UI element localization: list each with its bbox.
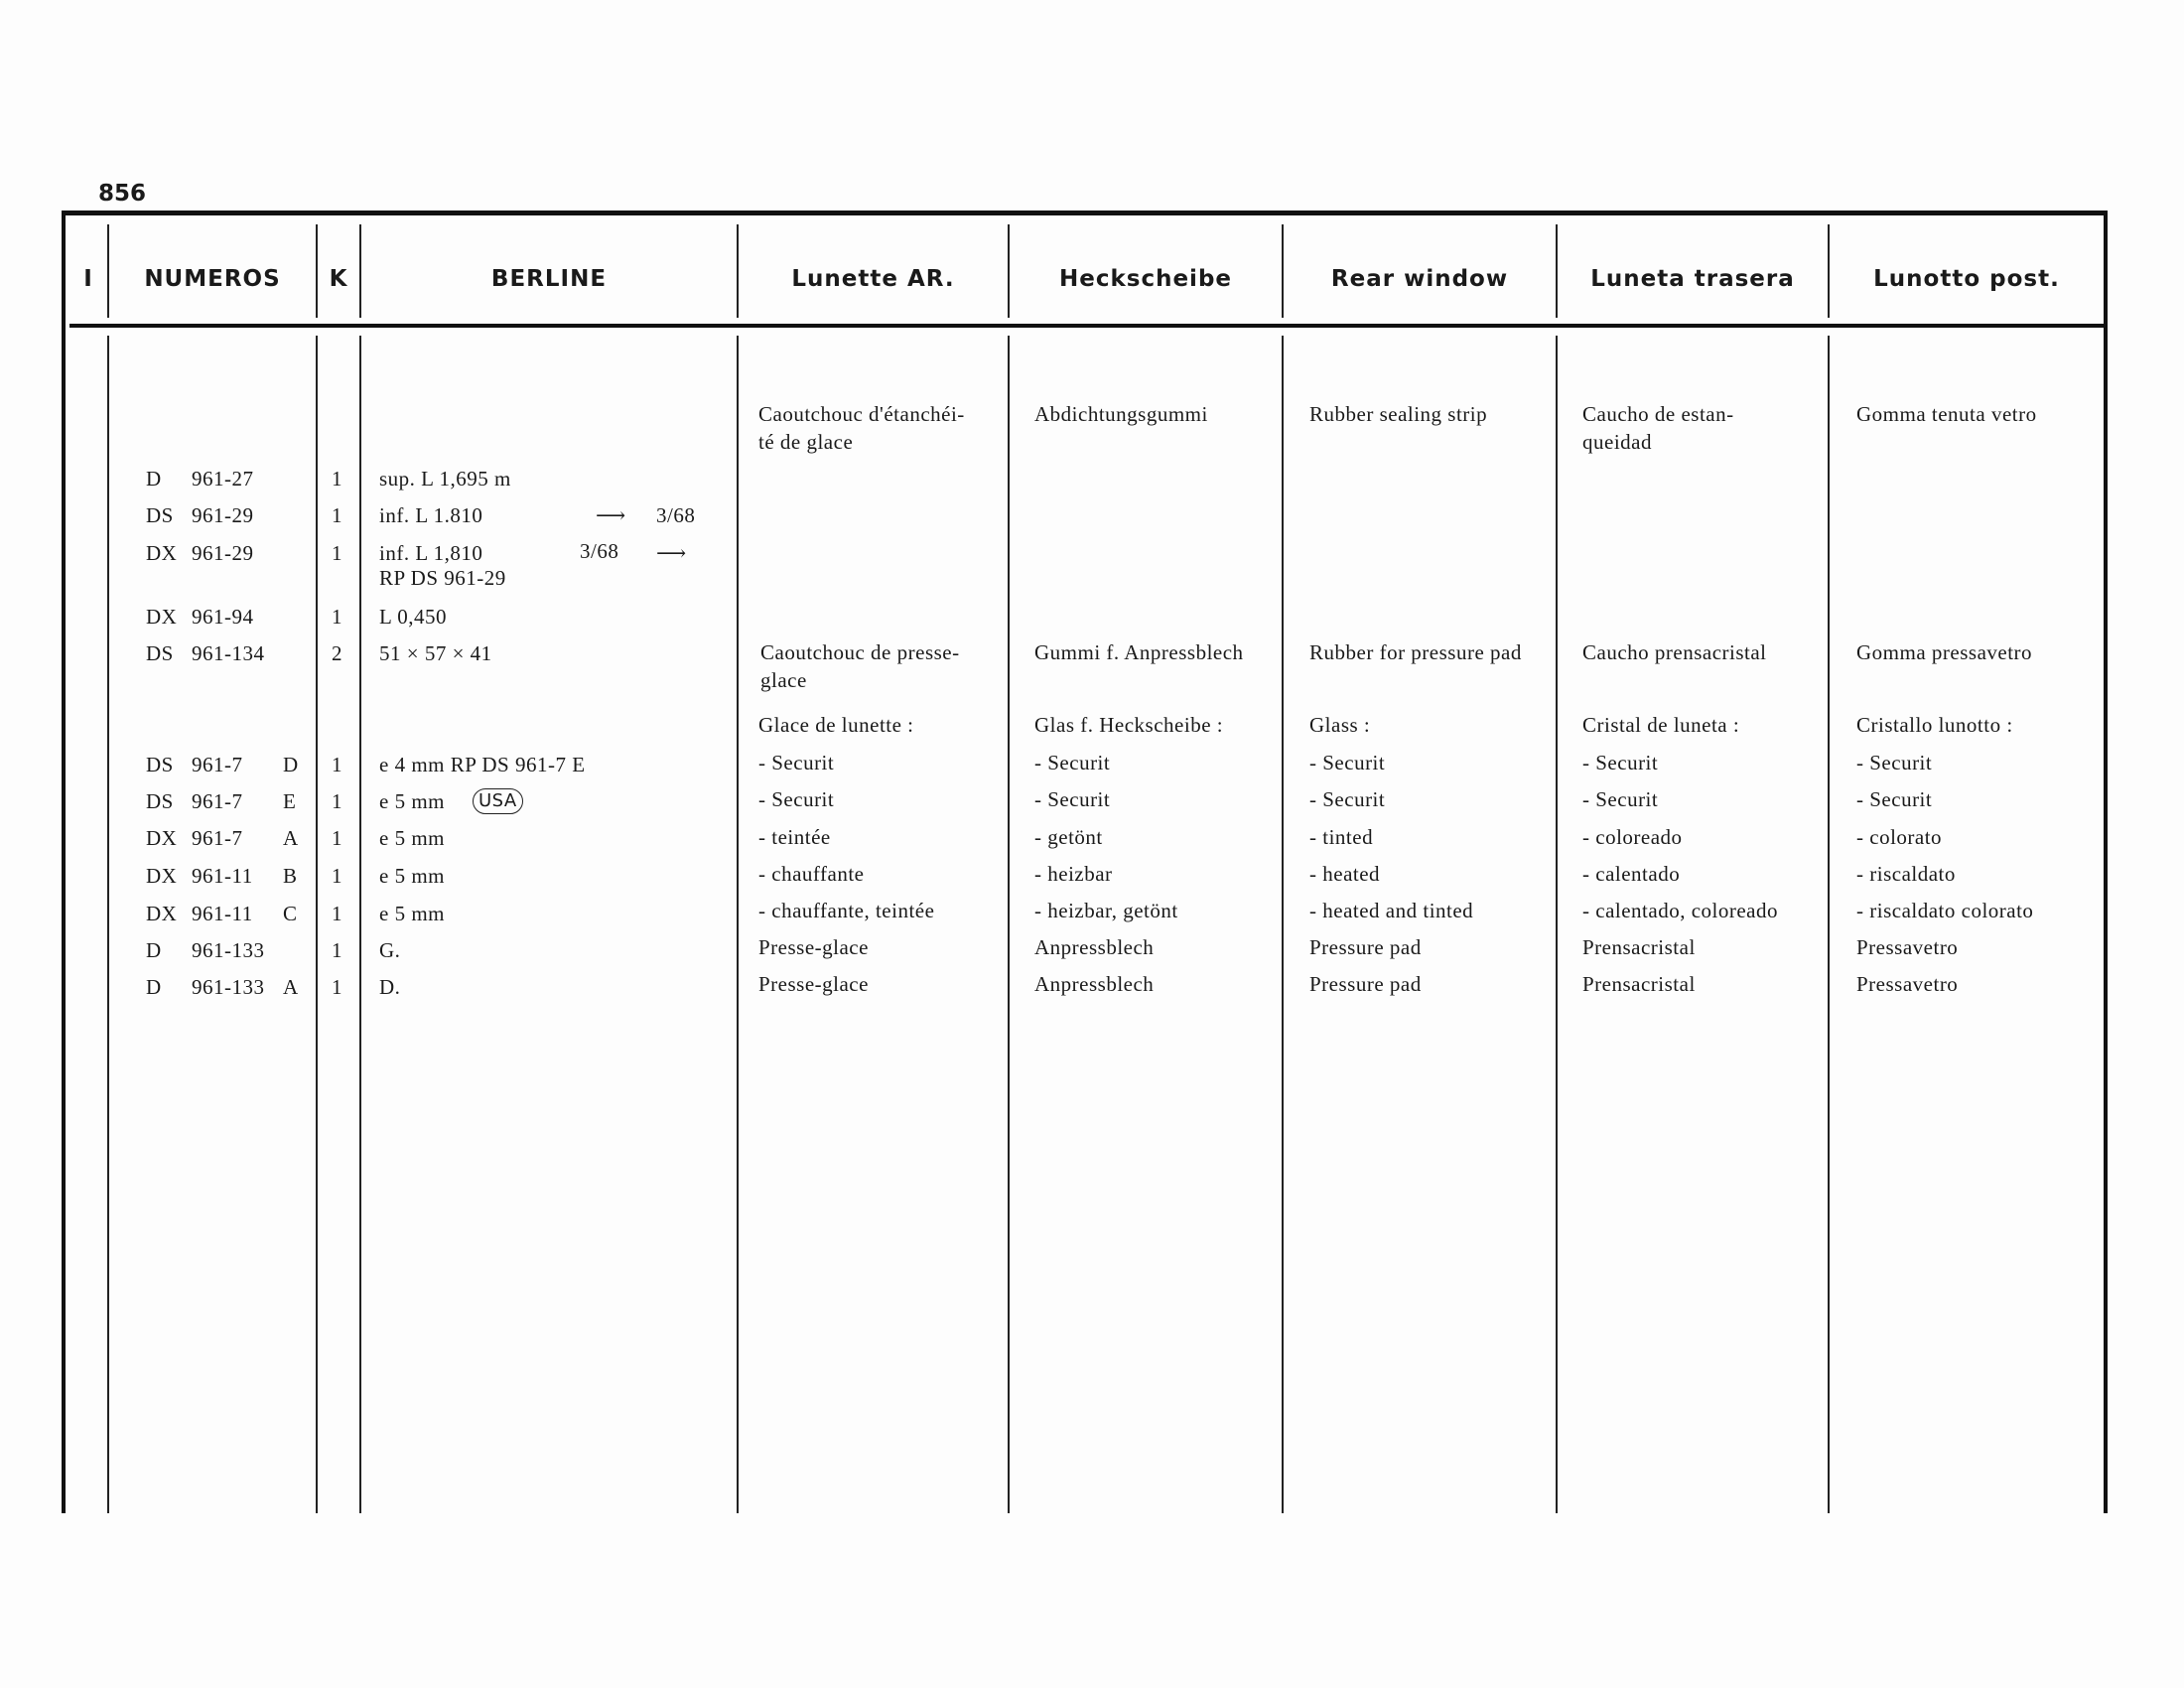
part-prefix: DX	[146, 864, 178, 888]
translation-de: Anpressblech	[1034, 935, 1155, 959]
part-number: 961-94	[192, 605, 254, 629]
translation-de: - Securit	[1034, 787, 1111, 811]
translation-es: Cristal de luneta :	[1582, 713, 1740, 737]
quantity: 1	[332, 753, 342, 776]
quantity: 1	[332, 605, 342, 629]
header-index: I	[83, 266, 93, 292]
part-number: 961-133	[192, 975, 265, 999]
part-prefix: DS	[146, 753, 174, 776]
translation-fr: Presse-glace	[758, 935, 869, 959]
translation-es: - Securit	[1582, 787, 1659, 811]
quantity: 1	[332, 826, 342, 850]
header-english: Rear window	[1330, 266, 1509, 292]
table-frame-left	[62, 211, 66, 1513]
translation-de: Anpressblech	[1034, 972, 1155, 996]
column-divider	[737, 336, 739, 1513]
part-description-replacement: RP DS 961-29	[379, 566, 506, 590]
part-description: 51 × 57 × 41	[379, 641, 492, 665]
part-description: inf. L 1,810	[379, 541, 483, 565]
translation-es: Prensacristal	[1582, 972, 1696, 996]
part-description: e 4 mm RP DS 961-7 E	[379, 753, 586, 776]
translation-it: - Securit	[1856, 787, 1933, 811]
translation-en: - tinted	[1309, 825, 1374, 849]
translation-en: Rubber for pressure pad	[1309, 640, 1522, 664]
quantity: 2	[332, 641, 342, 665]
column-divider	[359, 336, 361, 1513]
part-prefix: DS	[146, 503, 174, 527]
part-variant: C	[283, 902, 298, 925]
column-divider	[1556, 336, 1558, 1513]
arrow-icon: ⟶	[596, 503, 626, 527]
header-berline: BERLINE	[490, 266, 608, 292]
translation-de: - Securit	[1034, 751, 1111, 774]
column-divider	[1008, 336, 1010, 1513]
part-variant: A	[283, 975, 299, 999]
part-number: 961-29	[192, 503, 254, 527]
translation-fr: glace	[760, 668, 807, 692]
translation-fr: Glace de lunette :	[758, 713, 914, 737]
translation-es: - calentado	[1582, 862, 1681, 886]
part-prefix: DS	[146, 641, 174, 665]
translation-it: - riscaldato colorato	[1856, 899, 2034, 922]
translation-de: Abdichtungsgummi	[1034, 402, 1208, 426]
header-k: K	[329, 266, 348, 292]
translation-it: - Securit	[1856, 751, 1933, 774]
part-description: L 0,450	[379, 605, 448, 629]
header-german: Heckscheibe	[1058, 266, 1233, 292]
table-frame-top	[62, 211, 2108, 215]
part-prefix: D	[146, 938, 162, 962]
translation-it: Pressavetro	[1856, 935, 1959, 959]
translation-de: Glas f. Heckscheibe :	[1034, 713, 1224, 737]
translation-es: Prensacristal	[1582, 935, 1696, 959]
part-description: sup. L 1,695 m	[379, 467, 511, 491]
part-description: e 5 mm	[379, 902, 445, 925]
quantity: 1	[332, 541, 342, 565]
header-french: Lunette AR.	[791, 266, 955, 292]
part-description: e 5 mm	[379, 789, 445, 813]
column-divider	[107, 336, 109, 1513]
translation-en: Glass :	[1309, 713, 1371, 737]
part-number: 961-133	[192, 938, 265, 962]
translation-en: - Securit	[1309, 751, 1386, 774]
translation-fr: Caoutchouc de presse-	[760, 640, 960, 664]
part-variant: A	[283, 826, 299, 850]
quantity: 1	[332, 975, 342, 999]
translation-it: Cristallo lunotto :	[1856, 713, 2013, 737]
part-prefix: DS	[146, 789, 174, 813]
table-frame-right	[2104, 211, 2108, 1513]
quantity: 1	[332, 902, 342, 925]
arrow-icon: ⟶	[656, 541, 687, 565]
part-description: inf. L 1.810	[379, 503, 483, 527]
date-label: 3/68	[656, 503, 696, 527]
part-number: 961-7	[192, 826, 243, 850]
translation-en: Pressure pad	[1309, 972, 1422, 996]
translation-it: Pressavetro	[1856, 972, 1959, 996]
part-description: G.	[379, 938, 401, 962]
translation-it: - colorato	[1856, 825, 1943, 849]
translation-en: Rubber sealing strip	[1309, 402, 1488, 426]
translation-es: - calentado, coloreado	[1582, 899, 1778, 922]
translation-de: - heizbar, getönt	[1034, 899, 1178, 922]
translation-it: Gomma tenuta vetro	[1856, 402, 2037, 426]
column-divider	[316, 336, 318, 1513]
part-number: 961-27	[192, 467, 254, 491]
quantity: 1	[332, 864, 342, 888]
translation-it: - riscaldato	[1856, 862, 1956, 886]
translation-it: Gomma pressavetro	[1856, 640, 2033, 664]
usa-badge	[473, 785, 523, 814]
translation-fr: - Securit	[758, 751, 835, 774]
translation-fr: Caoutchouc d'étanchéi-	[758, 402, 965, 426]
part-prefix: D	[146, 467, 162, 491]
part-number: 961-7	[192, 789, 243, 813]
quantity: 1	[332, 467, 342, 491]
translation-de: - heizbar	[1034, 862, 1113, 886]
header-numeros: NUMEROS	[144, 266, 281, 292]
translation-fr: Presse-glace	[758, 972, 869, 996]
part-description: e 5 mm	[379, 864, 445, 888]
part-prefix: D	[146, 975, 162, 999]
header-rule	[69, 324, 2104, 328]
translation-fr: - Securit	[758, 787, 835, 811]
translation-fr: té de glace	[758, 430, 854, 454]
translation-en: - heated	[1309, 862, 1381, 886]
part-number: 961-7	[192, 753, 243, 776]
column-divider	[1282, 336, 1284, 1513]
date-label: 3/68	[580, 539, 619, 563]
page-number: 856	[98, 181, 147, 207]
part-description: e 5 mm	[379, 826, 445, 850]
translation-en: - heated and tinted	[1309, 899, 1474, 922]
quantity: 1	[332, 938, 342, 962]
part-prefix: DX	[146, 902, 178, 925]
header-italian: Lunotto post.	[1873, 266, 2060, 292]
translation-es: - Securit	[1582, 751, 1659, 774]
translation-fr: - chauffante	[758, 862, 865, 886]
translation-fr: - chauffante, teintée	[758, 899, 935, 922]
part-prefix: DX	[146, 605, 178, 629]
quantity: 1	[332, 503, 342, 527]
part-variant: D	[283, 753, 299, 776]
translation-de: Gummi f. Anpressblech	[1034, 640, 1244, 664]
translation-en: Pressure pad	[1309, 935, 1422, 959]
part-number: 961-29	[192, 541, 254, 565]
part-prefix: DX	[146, 826, 178, 850]
part-number: 961-134	[192, 641, 265, 665]
translation-es: queidad	[1582, 430, 1652, 454]
part-variant: B	[283, 864, 298, 888]
header-spanish: Luneta trasera	[1590, 266, 1795, 292]
part-description: D.	[379, 975, 401, 999]
part-prefix: DX	[146, 541, 178, 565]
quantity: 1	[332, 789, 342, 813]
translation-es: Caucho de estan-	[1582, 402, 1734, 426]
part-number: 961-11	[192, 864, 253, 888]
part-variant: E	[283, 789, 297, 813]
translation-de: - getönt	[1034, 825, 1103, 849]
translation-es: - coloreado	[1582, 825, 1683, 849]
usa-badge-label: USA	[473, 788, 523, 814]
part-number: 961-11	[192, 902, 253, 925]
translation-fr: - teintée	[758, 825, 831, 849]
column-divider	[1828, 336, 1830, 1513]
translation-es: Caucho prensacristal	[1582, 640, 1767, 664]
translation-en: - Securit	[1309, 787, 1386, 811]
